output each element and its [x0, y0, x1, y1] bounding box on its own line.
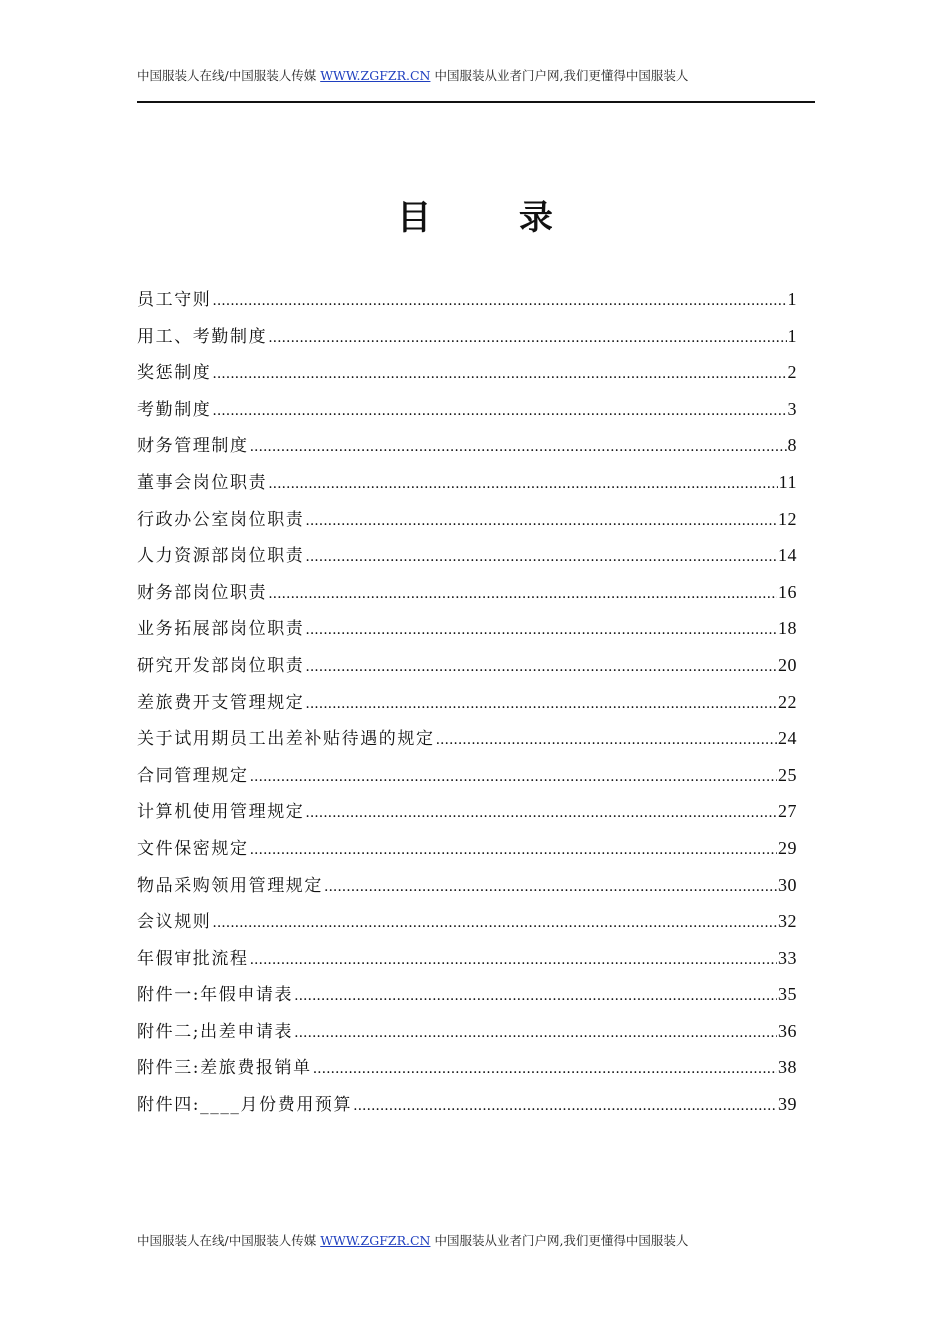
toc-leader-dots: [250, 439, 787, 455]
header-link[interactable]: WWW.ZGFZR.CN: [320, 68, 431, 83]
toc-entry-label: 员工守则: [137, 290, 212, 310]
page-footer: [137, 1231, 815, 1249]
toc-entry[interactable]: [137, 614, 797, 651]
toc-entry[interactable]: [137, 688, 797, 725]
toc-entry-page: 32: [778, 911, 797, 932]
toc-entry-page: 33: [778, 947, 797, 968]
toc-entry-page: 35: [778, 984, 797, 1005]
toc-entry-page: 16: [778, 581, 797, 602]
toc-entry[interactable]: [137, 322, 797, 359]
toc-leader-dots: [313, 1061, 777, 1077]
toc-entry[interactable]: [137, 1053, 797, 1090]
table-of-contents: [137, 285, 797, 1127]
toc-entry-page: 39: [778, 1094, 797, 1115]
toc-entry[interactable]: [137, 395, 797, 432]
toc-leader-dots: [212, 403, 786, 419]
toc-entry-label: 关于试用期员工出差补贴待遇的规定: [137, 729, 435, 750]
toc-leader-dots: [250, 842, 777, 858]
toc-entry-label: 会议规则: [137, 912, 212, 933]
toc-entry[interactable]: [137, 907, 797, 944]
header-prefix: 中国服装人在线/中国服装人传媒: [137, 68, 317, 83]
toc-entry-page: 30: [778, 874, 797, 895]
toc-entry-label: 人力资源部岗位职责: [137, 546, 305, 567]
page-header: [137, 66, 815, 84]
toc-entry[interactable]: [137, 1017, 797, 1054]
toc-leader-dots: [268, 330, 786, 346]
toc-entry-label: 研究开发部岗位职责: [137, 655, 305, 676]
toc-leader-dots: [305, 622, 777, 638]
header-divider: [137, 101, 815, 103]
toc-entry-page: 2: [787, 362, 797, 383]
toc-entry-label: 财务管理制度: [137, 436, 249, 457]
toc-entry[interactable]: [137, 834, 797, 871]
footer-suffix: 中国服装从业者门户网,我们更懂得中国服装人: [434, 1233, 689, 1248]
toc-leader-dots: [268, 476, 777, 492]
toc-entry-page: 3: [787, 398, 797, 419]
toc-entry-page: 1: [787, 325, 797, 346]
toc-entry-label: 奖惩制度: [137, 363, 212, 384]
toc-entry[interactable]: [137, 468, 797, 505]
toc-entry[interactable]: [137, 651, 797, 688]
toc-entry-page: 14: [778, 545, 797, 566]
page-title: 目 录: [397, 198, 591, 238]
toc-entry-label: 附件二;出差申请表: [137, 1021, 294, 1042]
toc-entry-label: 董事会岗位职责: [137, 472, 268, 493]
toc-leader-dots: [212, 366, 786, 382]
toc-entry[interactable]: [137, 980, 797, 1017]
toc-leader-dots: [324, 879, 777, 895]
toc-leader-dots: [212, 293, 786, 309]
toc-leader-dots: [305, 805, 777, 821]
toc-entry-page: 12: [778, 508, 797, 529]
toc-entry-label: 文件保密规定: [137, 838, 249, 859]
toc-entry-page: 1: [787, 289, 797, 309]
toc-leader-dots: [250, 952, 777, 968]
toc-leader-dots: [212, 915, 777, 931]
toc-leader-dots: [305, 696, 777, 712]
toc-leader-dots: [305, 513, 777, 529]
toc-entry[interactable]: [137, 431, 797, 468]
toc-leader-dots: [294, 988, 777, 1004]
toc-entry-label: 附件三:差旅费报销单: [137, 1058, 312, 1079]
toc-entry-label: 物品采购领用管理规定: [137, 875, 323, 896]
toc-entry[interactable]: [137, 871, 797, 908]
toc-entry-label: 附件一:年假申请表: [137, 985, 294, 1006]
toc-entry[interactable]: [137, 724, 797, 761]
toc-leader-dots: [250, 769, 777, 785]
toc-entry-page: 18: [778, 618, 797, 639]
toc-entry-page: 8: [787, 435, 797, 456]
toc-entry-page: 25: [778, 764, 797, 785]
toc-entry[interactable]: [137, 541, 797, 578]
footer-link[interactable]: WWW.ZGFZR.CN: [320, 1233, 431, 1248]
toc-entry-page: 27: [778, 801, 797, 822]
toc-leader-dots: [436, 732, 777, 748]
toc-leader-dots: [305, 659, 777, 675]
toc-entry-page: 38: [778, 1057, 797, 1078]
toc-entry-page: 20: [778, 654, 797, 675]
toc-entry-label: 计算机使用管理规定: [137, 802, 305, 823]
toc-entry-label: 业务拓展部岗位职责: [137, 619, 305, 640]
toc-entry-label: 合同管理规定: [137, 765, 249, 786]
toc-entry-page: 22: [778, 691, 797, 712]
header-suffix: 中国服装从业者门户网,我们更懂得中国服装人: [434, 68, 689, 83]
toc-entry[interactable]: [137, 358, 797, 395]
toc-entry-label: 考勤制度: [137, 399, 212, 420]
toc-entry[interactable]: [137, 944, 797, 981]
toc-entry-label: 附件四:____月份费用预算: [137, 1095, 353, 1116]
toc-leader-dots: [268, 586, 777, 602]
toc-entry-page: 29: [778, 837, 797, 858]
toc-entry[interactable]: [137, 505, 797, 542]
toc-entry-page: 24: [778, 728, 797, 749]
toc-entry[interactable]: [137, 1090, 797, 1127]
toc-entry-page: 36: [778, 1020, 797, 1041]
toc-entry-label: 用工、考勤制度: [137, 326, 268, 347]
toc-leader-dots: [353, 1098, 777, 1114]
toc-entry[interactable]: [137, 797, 797, 834]
toc-entry[interactable]: [137, 578, 797, 615]
toc-leader-dots: [294, 1025, 777, 1041]
toc-entry[interactable]: [137, 761, 797, 798]
toc-entry-label: 差旅费开支管理规定: [137, 692, 305, 713]
toc-entry-label: 财务部岗位职责: [137, 582, 268, 603]
footer-prefix: 中国服装人在线/中国服装人传媒: [137, 1233, 317, 1248]
toc-leader-dots: [305, 549, 777, 565]
toc-entry[interactable]: [137, 285, 797, 322]
toc-entry-label: 年假审批流程: [137, 948, 249, 969]
toc-entry-page: 11: [778, 471, 797, 492]
toc-entry-label: 行政办公室岗位职责: [137, 509, 305, 530]
